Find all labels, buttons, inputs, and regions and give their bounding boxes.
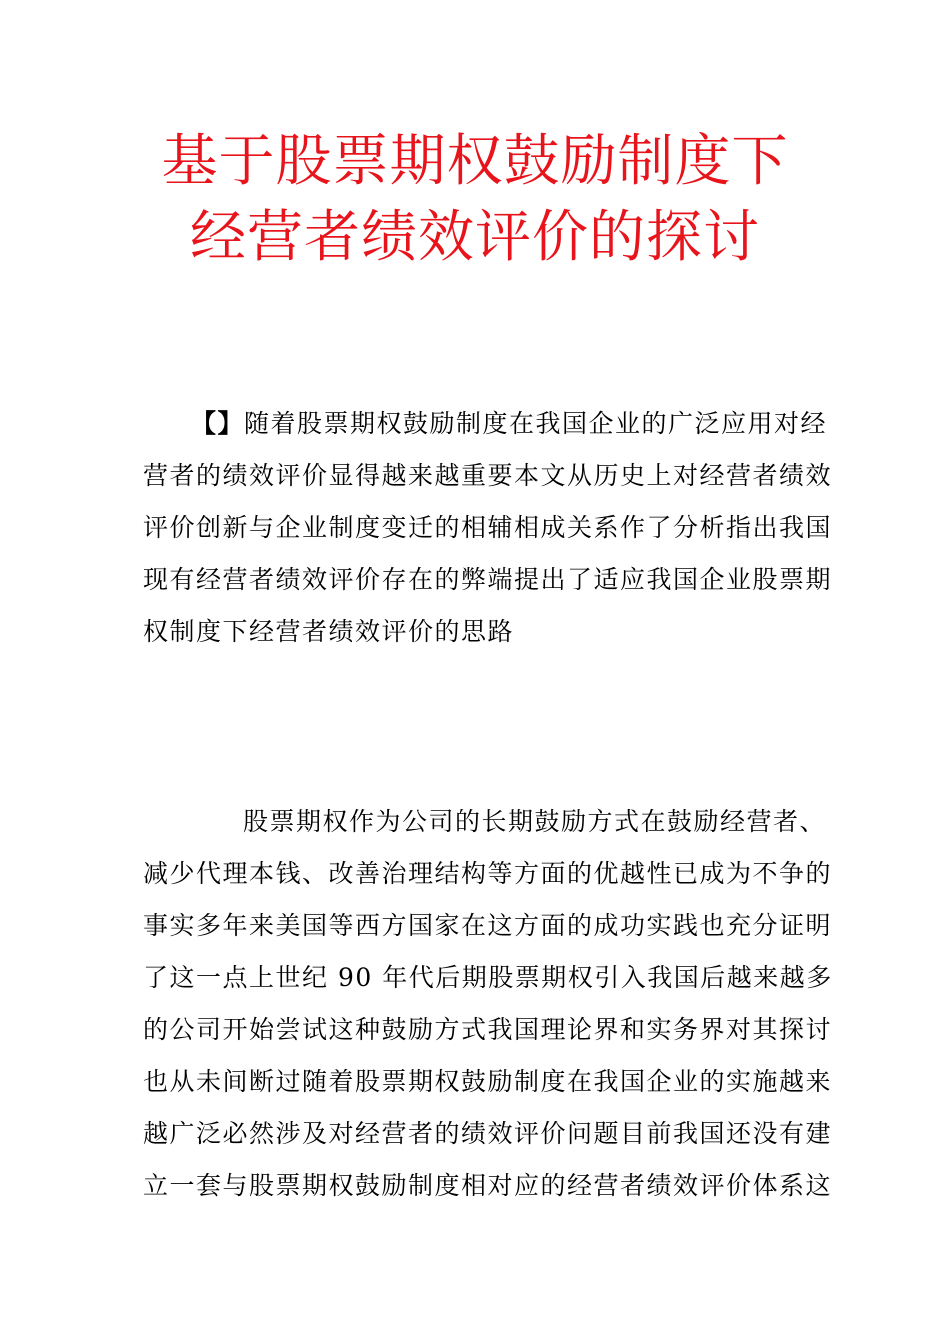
abstract-line: 评价创新与企业制度变迁的相辅相成关系作了分析指出我国 [143,513,833,542]
body-line: 的公司开始尝试这种鼓励方式我国理论界和实务界对其探讨 [143,1015,833,1044]
body-line: 越广泛必然涉及对经营者的绩效评价问题目前我国还没有建 [143,1119,833,1148]
document-title [0,124,950,276]
title-line-1: 基于股票期权鼓励制度下 [161,129,789,194]
body-line: 减少代理本钱、改善治理结构等方面的优越性已成为不争的 [143,859,833,888]
abstract-line [143,398,828,450]
abstract-line: 权制度下经营者绩效评价的思路 [143,617,515,646]
body-line: 事实多年来美国等西方国家在这方面的成功实践也充分证明 [143,911,833,940]
body-line: 股票期权作为公司的长期鼓励方式在鼓励经营者、 [243,807,827,836]
body-paragraph [143,796,833,1212]
abstract-paragraph [143,398,833,658]
abstract-line: 营者的绩效评价显得越来越重要本文从历史上对经营者绩效 [143,461,833,490]
abstract-line-text: 随着股票期权鼓励制度在我国企业的广泛应用对经 [244,409,828,438]
body-line: 立一套与股票期权鼓励制度相对应的经营者绩效评价体系这 [143,1171,833,1200]
abstract-label: 【】 [191,409,245,438]
title-line-2: 经营者绩效评价的探讨 [190,205,760,270]
body-line: 了这一点上世纪 90 年代后期股票期权引入我国后越来越多 [143,963,833,992]
body-line: 也从未间断过随着股票期权鼓励制度在我国企业的实施越来 [143,1067,833,1096]
abstract-line: 现有经营者绩效评价存在的弊端提出了适应我国企业股票期 [143,565,833,594]
